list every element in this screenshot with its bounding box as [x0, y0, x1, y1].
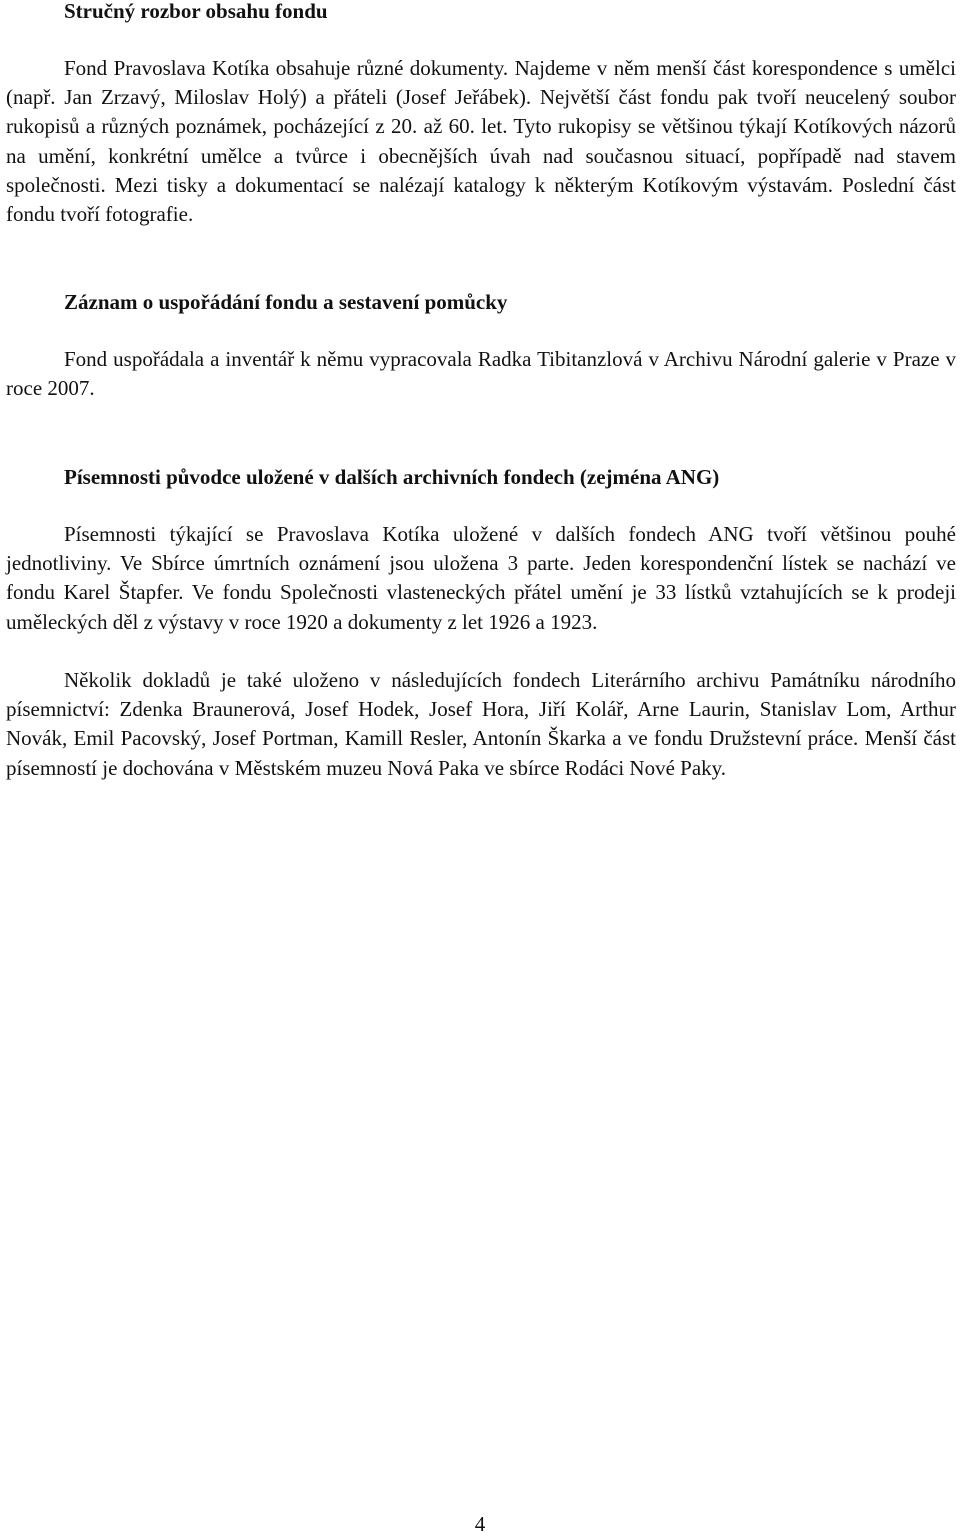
paragraph-content-summary: Fond Pravoslava Kotíka obsahuje různé dokumenty. Najdeme v něm menší část korespondence s umělci (např. Jan Zrzavý, Miloslav Holý) a přáteli (Josef Jeřábek). Největší část fondu pak tvoří neucelený soubor rukopisů a různých poznámek, pocházející z 20. až 60. let. Tyto rukopisy se většinou týkají Kotíkových názorů na umění, konkrétní umělce a tvůrce i obecnějších úvah nad současnou situací, popřípadě nad stavem společnosti. Mezi tisky a dokumentací se nalézají katalogy k některým Kotíkovým výstavám. Poslední část fondu tvoří fotografie. [6, 56, 956, 227]
paragraph-other-archives-ang: Písemnosti týkající se Pravoslava Kotíka uložené v dalších fondech ANG tvoří většinou pouhé jednotliviny. Ve Sbírce úmrtních oznámení jsou uložena 3 parte. Jeden korespondenční lístek se nachází ve fondu Karel Štapfer. Ve fondu Společnosti vlasteneckých přátel umění je 33 lístků vztahujících se k prodeji uměleckých děl z výstavy v roce 1920 a dokumenty z let 1926 a 1923. [6, 522, 956, 634]
section-heading-content-summary: Stručný rozbor obsahu fondu [64, 0, 328, 23]
section-heading-other-archives: Písemnosti původce uložené v dalších archivních fondech (zejména ANG) [64, 465, 720, 489]
paragraph-arrangement-record: Fond uspořádala a inventář k němu vypracovala Radka Tibitanzlová v Archivu Národní galerie v Praze v roce 2007. [6, 347, 956, 401]
paragraph-other-archives-literary: Několik dokladů je také uloženo v následujících fondech Literárního archivu Památníku národního písemnictví: Zdenka Braunerová, Josef Hodek, Josef Hora, Jiří Kolář, Arne Laurin, Stanislav Lom, Arthur Novák, Emil Pacovský, Josef Portman, Kamill Resler, Antonín Škarka a ve fondu Družstevní práce. Menší část písemností je dochována v Městském muzeu Nová Paka ve sbírce Rodáci Nové Paky. [6, 668, 956, 780]
section-heading-arrangement-record: Záznam o uspořádání fondu a sestavení pomůcky [64, 290, 508, 314]
page-number: 4 [474, 1512, 486, 1536]
